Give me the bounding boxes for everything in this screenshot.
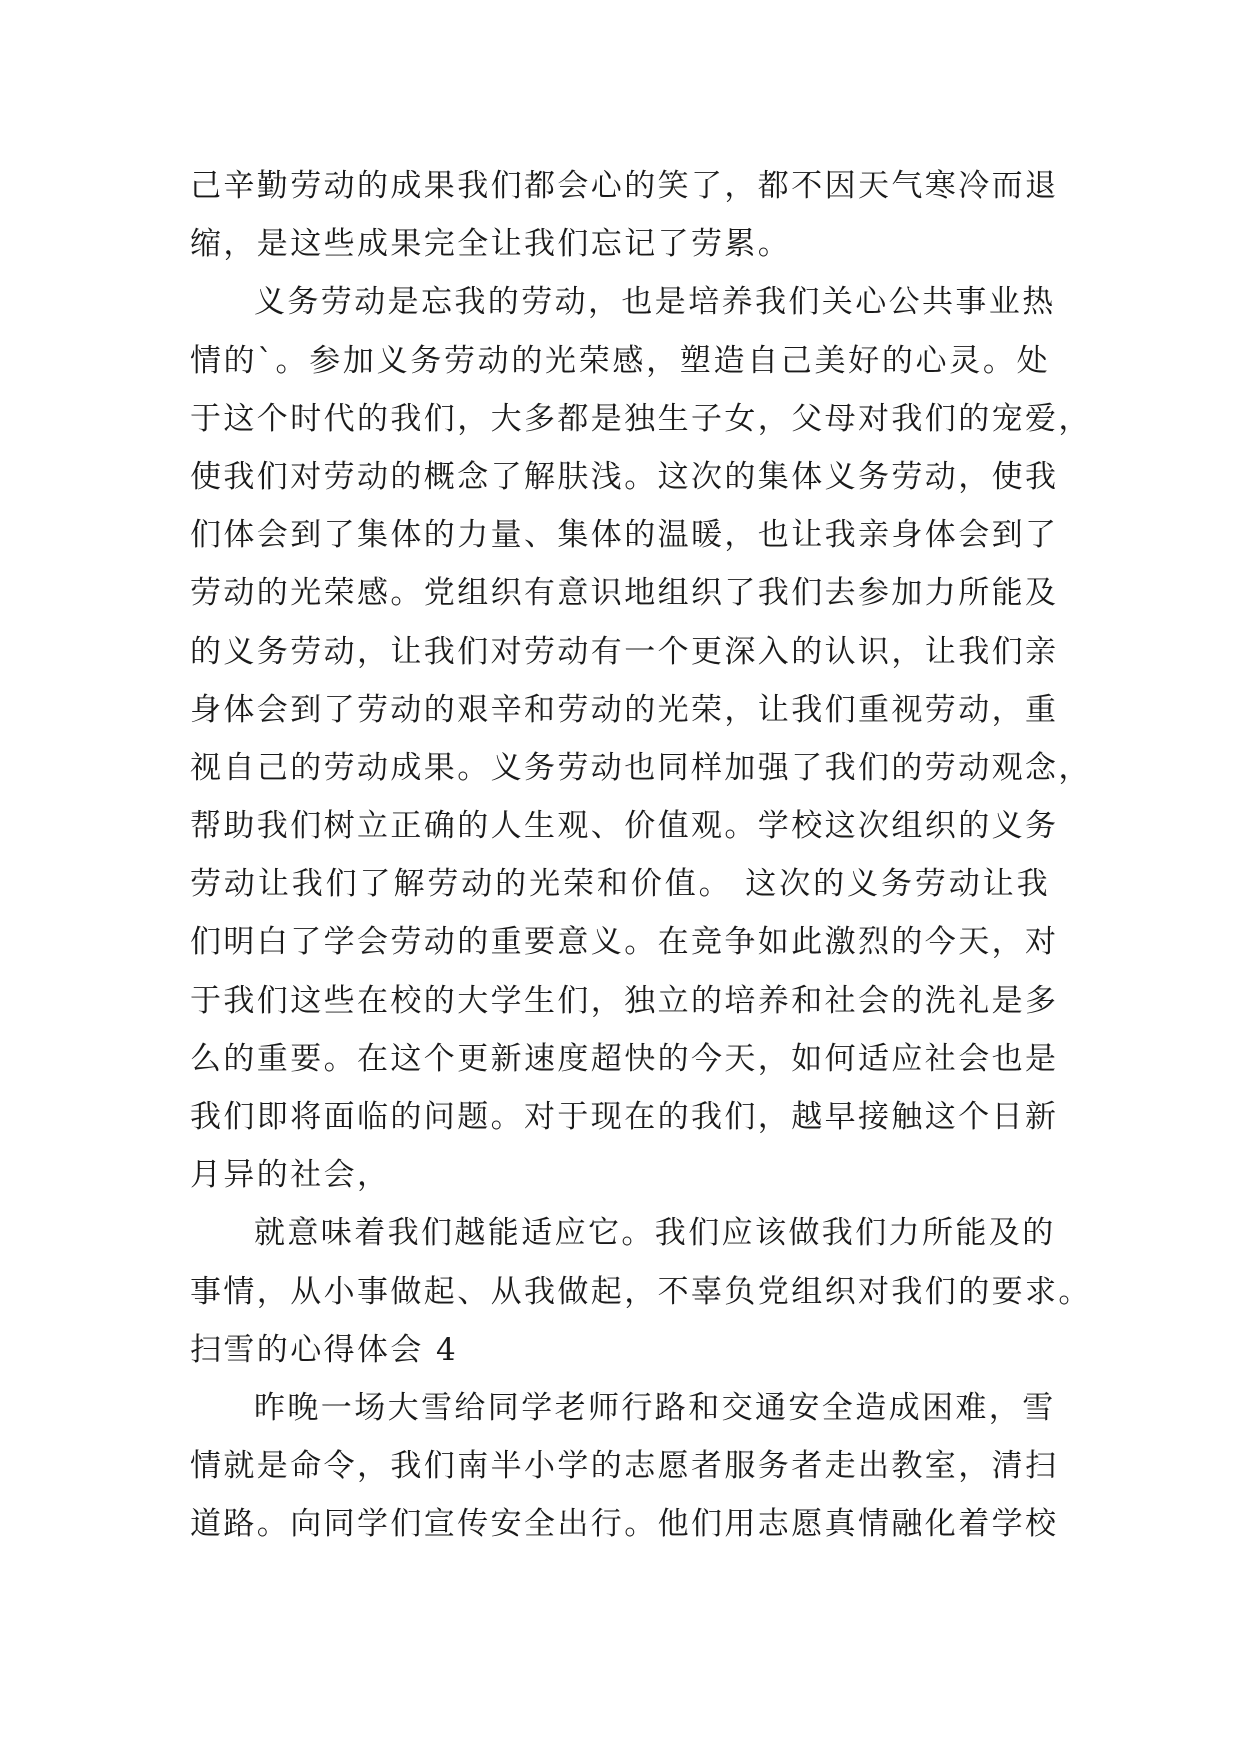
text-line: 劳动的光荣感。党组织有意识地组织了我们去参加力所能及 <box>190 575 1059 612</box>
text-line: 月异的社会， <box>190 1157 391 1194</box>
text-line: 们体会到了集体的力量、集体的温暖，也让我亲身体会到了 <box>190 517 1059 554</box>
text-line: 我们即将面临的问题。对于现在的我们，越早接触这个日新 <box>190 1099 1059 1135</box>
text-line: 劳动让我们了解劳动的光荣和价值。 这次的义务劳动让我 <box>190 866 1050 903</box>
text-line: 视自己的劳动成果。义务劳动也同样加强了我们的劳动观念， <box>190 749 1092 786</box>
text-line: 的义务劳动，让我们对劳动有一个更深入的认识，让我们亲 <box>190 633 1059 670</box>
text-line: 使我们对劳动的概念了解肤浅。这次的集体义务劳动，使我 <box>190 458 1059 495</box>
text-line: 事情，从小事做起、从我做起，不辜负党组织对我们的要求。 <box>190 1273 1092 1310</box>
section-heading: 扫雪的心得体会 4 <box>190 1331 459 1368</box>
text-line: 道路。向同学们宣传安全出行。他们用志愿真情融化着学校 <box>190 1506 1059 1543</box>
text-line: 情的`。参加义务劳动的光荣感，塑造自己美好的心灵。处 <box>190 342 1050 379</box>
text-line: 帮助我们树立正确的人生观、价值观。学校这次组织的义务 <box>190 808 1059 845</box>
paragraph-start-line: 就意味着我们越能适应它。我们应该做我们力所能及的 <box>254 1215 1056 1252</box>
text-line: 于我们这些在校的大学生们，独立的培养和社会的洗礼是多 <box>190 982 1059 1019</box>
text-line: 么的重要。在这个更新速度超快的今天，如何适应社会也是 <box>190 1040 1059 1077</box>
paragraph-start-line: 义务劳动是忘我的劳动，也是培养我们关心公共事业热 <box>254 284 1056 321</box>
text-line: 情就是命令，我们南半小学的志愿者服务者走出教室，清扫 <box>190 1448 1059 1485</box>
text-line: 己辛勤劳动的成果我们都会心的笑了，都不因天气寒冷而退 <box>190 168 1059 204</box>
text-line: 缩，是这些成果完全让我们忘记了劳累。 <box>190 226 792 263</box>
text-line: 们明白了学会劳动的重要意义。在竞争如此激烈的今天，对 <box>190 924 1059 961</box>
text-line: 于这个时代的我们，大多都是独生子女，父母对我们的宠爱， <box>190 400 1092 437</box>
body-text <box>190 157 1092 1554</box>
text-line: 身体会到了劳动的艰辛和劳动的光荣，让我们重视劳动，重 <box>190 691 1059 728</box>
paragraph-start-line: 昨晚一场大雪给同学老师行路和交通安全造成困难，雪 <box>254 1389 1056 1426</box>
